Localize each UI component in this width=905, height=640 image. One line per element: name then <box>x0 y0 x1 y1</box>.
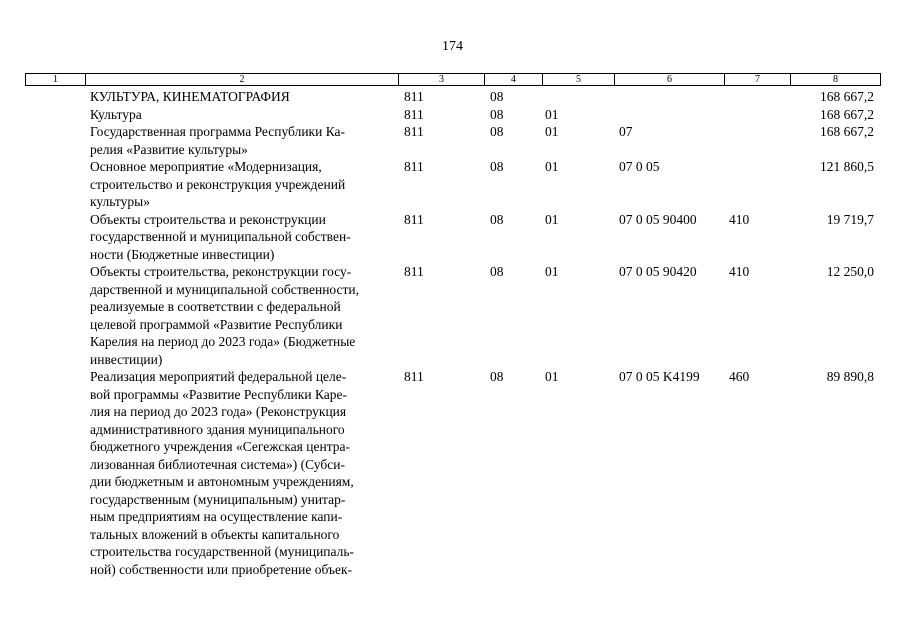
page-number: 174 <box>442 39 463 54</box>
row-expense-type <box>724 158 790 211</box>
row-amount: 168 667,2 <box>820 106 874 122</box>
row-target-article: 07 <box>619 124 633 139</box>
row-subsection-code: 01 <box>545 211 559 227</box>
column-number-header <box>25 73 881 86</box>
row-section-code: 08 <box>490 124 504 139</box>
row-section-code: 08 <box>490 211 504 227</box>
row-ministry-code: 811 <box>404 89 424 104</box>
row-subsection-code: 01 <box>545 159 559 174</box>
column-number-1: 1 <box>26 74 86 86</box>
table-row <box>25 158 880 211</box>
budget-table <box>25 88 880 578</box>
table-row <box>25 123 880 158</box>
row-ministry-code: 811 <box>404 369 424 384</box>
row-amount: 121 860,5 <box>820 159 874 174</box>
column-number-2: 2 <box>86 74 399 86</box>
row-name: Объекты строительства и реконструкции государственной и муниципальной собствен- ности (Бюджетные инвестиции) <box>90 211 351 262</box>
row-ministry-code: 811 <box>404 124 424 139</box>
column-number-5: 5 <box>543 74 615 86</box>
row-target-article: 07 0 05 90420 <box>619 264 697 279</box>
row-target-article: 07 0 05 <box>619 159 660 174</box>
row-amount: 89 890,8 <box>826 369 874 384</box>
row-expense-type: 410 <box>729 211 750 227</box>
row-expense-type <box>724 88 790 106</box>
row-section-code: 08 <box>490 106 504 122</box>
row-ministry-code: 811 <box>404 159 424 174</box>
row-target-article <box>614 88 724 106</box>
row-section-code: 08 <box>490 159 504 174</box>
table-row <box>25 368 880 578</box>
row-name: КУЛЬТУРА, КИНЕМАТОГРАФИЯ <box>90 89 290 104</box>
column-number-6: 6 <box>615 74 725 86</box>
row-ministry-code: 811 <box>404 211 424 227</box>
row-section-code: 08 <box>490 89 504 104</box>
row-expense-type: 460 <box>729 369 750 384</box>
row-subsection-code: 01 <box>545 106 559 122</box>
row-amount: 12 250,0 <box>826 264 874 279</box>
row-expense-type: 410 <box>729 264 750 279</box>
table-row <box>25 211 880 264</box>
table-row <box>25 263 880 368</box>
row-amount: 168 667,2 <box>820 124 874 139</box>
row-section-code: 08 <box>490 264 504 279</box>
column-number-3: 3 <box>399 74 485 86</box>
row-expense-type <box>724 123 790 158</box>
table-row <box>25 88 880 106</box>
table-row <box>25 106 880 124</box>
row-name: Государственная программа Республики Ка- релия «Развитие культуры» <box>90 124 346 157</box>
row-target-article: 07 0 05 K4199 <box>619 369 700 384</box>
column-number-7: 7 <box>725 74 791 86</box>
row-subsection-code: 01 <box>545 264 559 279</box>
row-subsection-code: 01 <box>545 124 559 139</box>
column-number-4: 4 <box>485 74 543 86</box>
row-amount: 19 719,7 <box>826 211 874 227</box>
row-section-code: 08 <box>490 369 504 384</box>
row-target-article <box>614 106 724 124</box>
row-subsection-code <box>542 88 614 106</box>
column-number-8: 8 <box>791 74 881 86</box>
row-name: Культура <box>90 106 142 122</box>
row-ministry-code: 811 <box>404 106 424 122</box>
row-name: Реализация мероприятий федеральной целе- вой программы «Развитие Республики Каре- лия на период до 2023 года» (Реконструкция административного здания муниципального бюджетного учреждения «Сегежская центра- лизованная библиотечная система») (Субси- дии бюджетным и автономным учреждениям, государственным (муниципальным) унитар- ным предприятиям на осуществление капи- тальных вложений в объекты капитального строительства государственной (муниципаль- ной) собственности или приобретение объек- <box>90 369 355 577</box>
row-target-article: 07 0 05 90400 <box>619 211 697 227</box>
row-expense-type <box>724 106 790 124</box>
row-name: Объекты строительства, реконструкции госу- дарственной и муниципальной собственности, реализуемые в соответствии с федеральной целевой программой «Развитие Республики Карелия на период до 2023 года» (Бюджетные инвестиции) <box>90 264 359 367</box>
row-subsection-code: 01 <box>545 369 559 384</box>
row-name: Основное мероприятие «Модернизация, строительство и реконструкция учреждений культуры» <box>90 159 346 209</box>
row-ministry-code: 811 <box>404 264 424 279</box>
row-amount: 168 667,2 <box>820 89 874 104</box>
